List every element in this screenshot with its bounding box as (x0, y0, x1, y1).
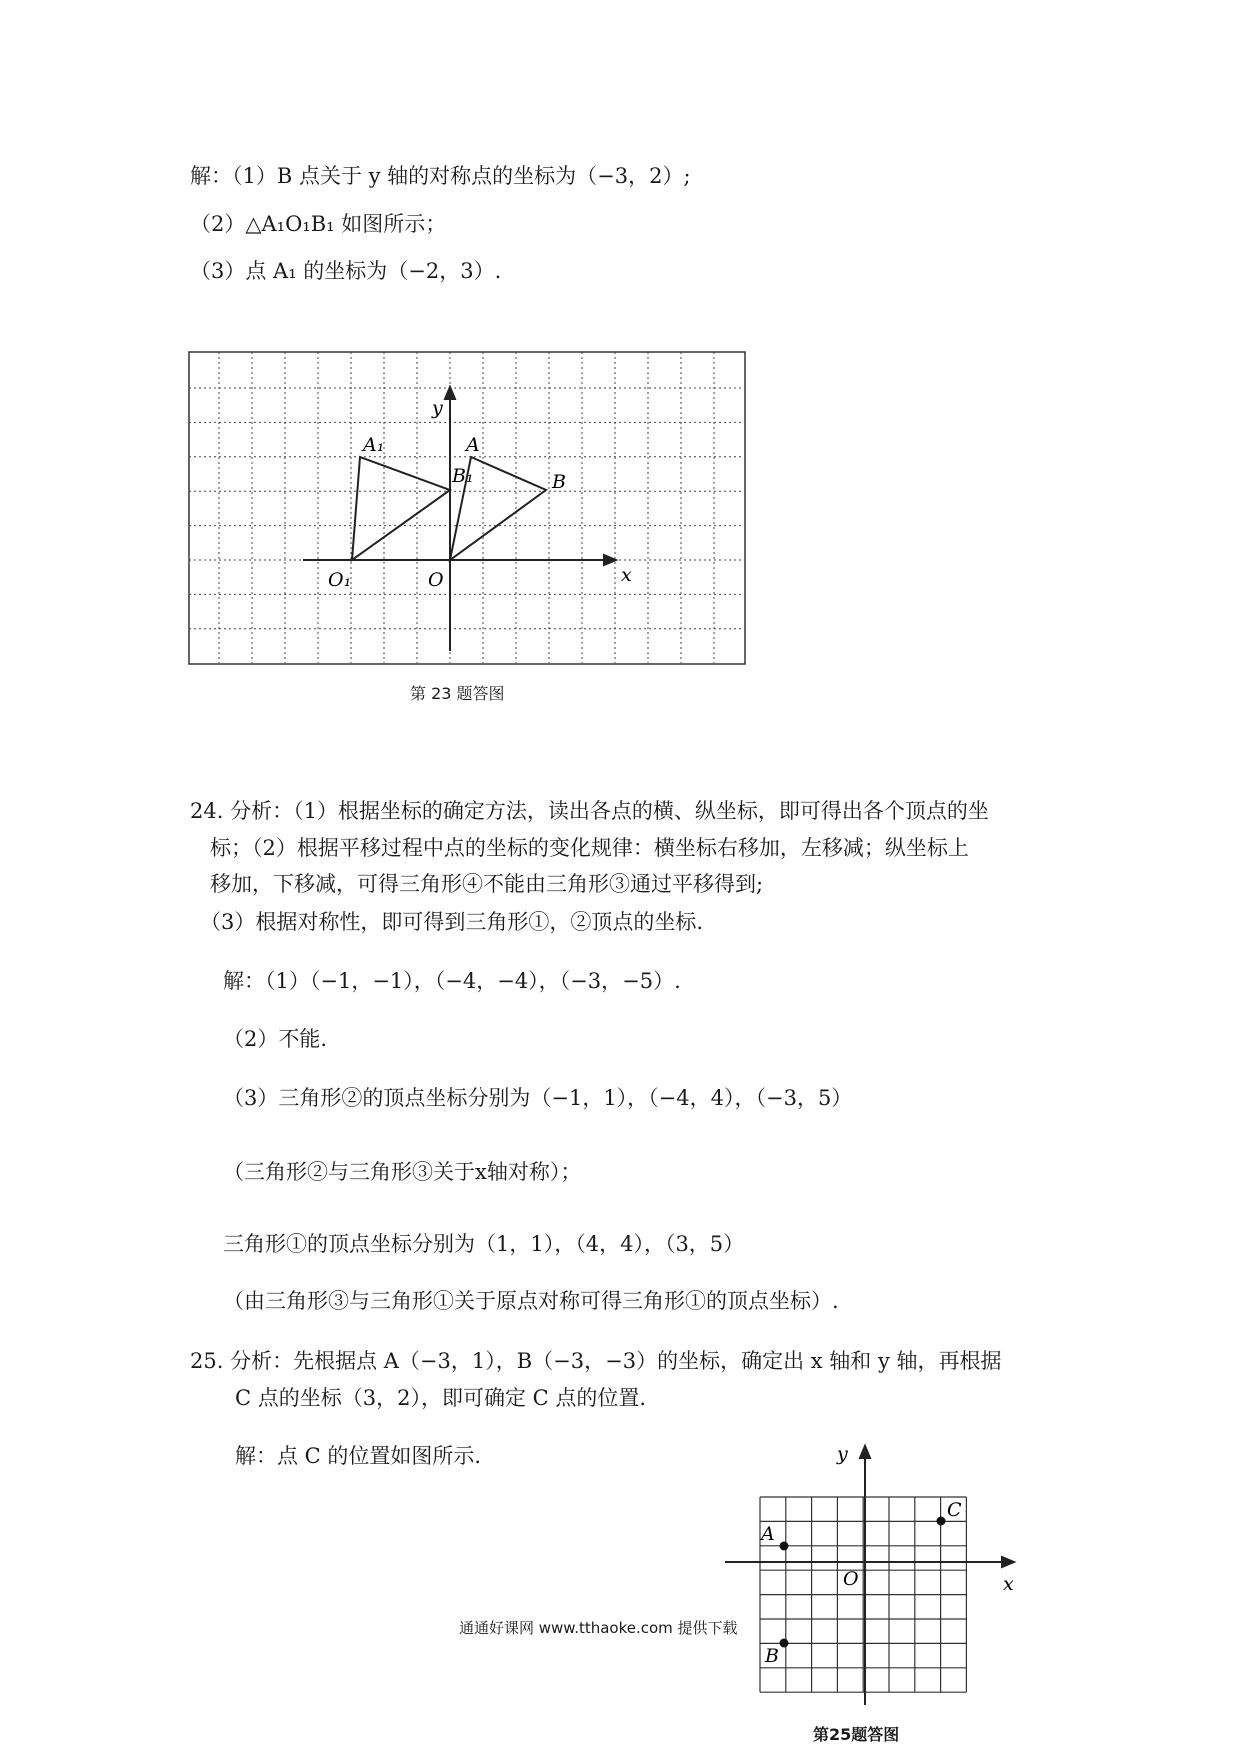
q23-grid (189, 352, 745, 664)
q23-triangle-A1O1B1 (352, 457, 450, 560)
q25-label-O: O (843, 1568, 859, 1590)
q25-label-x: x (1003, 1573, 1014, 1595)
q25-label-C: C (947, 1499, 962, 1521)
q23-label-O1: O₁ (328, 569, 352, 591)
q25-line-1: 25. 分析：先根据点 A（−3，1），B（−3，−3）的坐标，确定出 x 轴和 y 轴，再根据 (190, 1349, 1002, 1373)
q25-grid (760, 1497, 966, 1692)
q25-y-arrow-icon (860, 1446, 870, 1458)
watermark-text: 通通好课网 www.tthaoke.com 提供下载 (459, 1619, 738, 1637)
q25-label-B: B (765, 1645, 779, 1667)
q23-grid-border (189, 352, 745, 664)
q24-line-6: （2）不能. (223, 1027, 328, 1051)
q23-label-O: O (428, 569, 444, 591)
q25-label-A: A (761, 1523, 775, 1545)
q24-line-3: 移加，下移减，可得三角形④不能由三角形③通过平移得到; (210, 872, 764, 896)
q25-label-y: y (837, 1443, 848, 1465)
q25-line-2: C 点的坐标（3，2），即可确定 C 点的位置. (235, 1386, 647, 1410)
q23-label-y: y (432, 397, 443, 419)
q25-point-A (780, 1542, 789, 1551)
q24-line-10: （由三角形③与三角形①关于原点对称可得三角形①的顶点坐标）. (223, 1289, 839, 1313)
q24-line-5: 解：（1）（−1，−1），（−4，−4），（−3，−5）. (223, 969, 681, 993)
q23-x-arrow-icon (604, 555, 616, 565)
q23-line-3: （3）点 A₁ 的坐标为（−2，3）. (190, 259, 502, 283)
q23-label-A1: A₁ (363, 434, 385, 456)
q24-line-8: （三角形②与三角形③关于x轴对称）； (223, 1160, 582, 1184)
q25-point-B (780, 1639, 789, 1648)
q23-line-2: （2）△A₁O₁B₁ 如图所示； (190, 212, 447, 236)
q23-label-x: x (621, 564, 632, 586)
q24-line-4: （3）根据对称性，即可得到三角形①，②顶点的坐标. (200, 910, 704, 934)
q23-figure (188, 351, 748, 667)
q25-figure (725, 1440, 1025, 1705)
q25-caption: 第25题答图 (813, 1725, 900, 1744)
q23-line-1: 解：（1）B 点关于 y 轴的对称点的坐标为（−3，2）; (190, 164, 691, 188)
q23-label-B: B (552, 471, 566, 493)
q25-line-3: 解：点 C 的位置如图所示. (235, 1444, 482, 1468)
q23-y-arrow-icon (445, 387, 455, 399)
q25-x-arrow-icon (1002, 1557, 1014, 1567)
q24-line-1: 24. 分析：（1）根据坐标的确定方法，读出各点的横、纵坐标，即可得出各个顶点的坐 (190, 799, 989, 823)
q23-label-B1: B₁ (452, 465, 474, 487)
q23-label-A: A (466, 434, 480, 456)
q23-caption: 第 23 题答图 (410, 684, 505, 703)
q25-point-C (937, 1517, 946, 1526)
q24-line-7: （3）三角形②的顶点坐标分别为（−1，1），（−4，4），（−3，5） (223, 1086, 853, 1110)
q24-line-2: 标；（2）根据平移过程中点的坐标的变化规律：横坐标右移加，左移减；纵坐标上 (210, 836, 969, 860)
q24-line-9: 三角形①的顶点坐标分别为（1，1），（4，4），（3，5） (223, 1232, 745, 1256)
